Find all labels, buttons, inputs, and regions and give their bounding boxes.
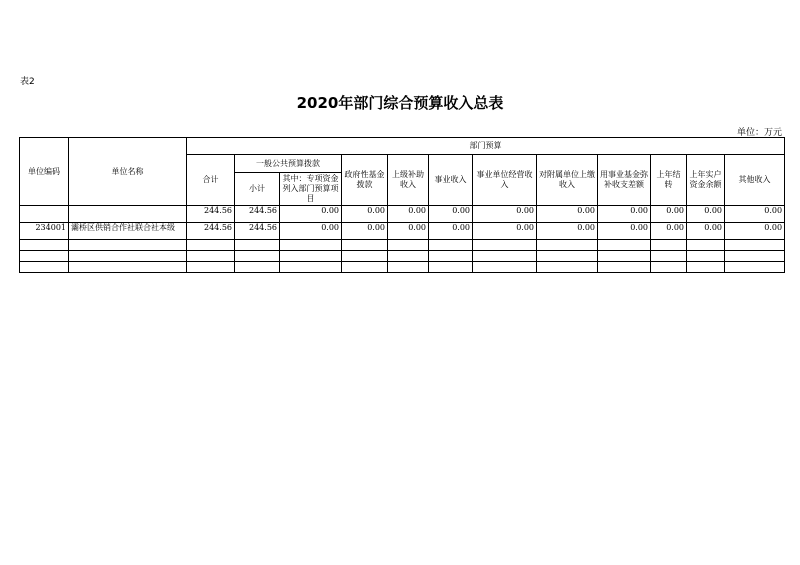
cell-carryover: 0.00: [651, 223, 687, 240]
cell-reserve: 0.00: [598, 206, 651, 223]
table-row-empty: [20, 251, 785, 262]
cell-subordinate: 0.00: [537, 206, 598, 223]
cell-operating: 0.00: [473, 206, 537, 223]
table-row-empty: [20, 240, 785, 251]
cell-operating: 0.00: [473, 223, 537, 240]
cell-other: 0.00: [725, 223, 785, 240]
header-superior-subsidy: 上级补助收入: [388, 155, 429, 206]
cell-total: 244.56: [187, 206, 235, 223]
cell-superior: 0.00: [388, 223, 429, 240]
budget-income-table: [19, 137, 785, 273]
header-unit-code: 单位编码: [20, 138, 69, 206]
header-special-funds: 其中：专项资金列入部门预算项目: [280, 173, 342, 206]
cell-business: 0.00: [429, 206, 473, 223]
cell-gov-fund: 0.00: [342, 223, 388, 240]
page-title: 2020年部门综合预算收入总表: [296, 94, 504, 112]
cell-subtotal: 244.56: [235, 206, 280, 223]
cell-other: 0.00: [725, 206, 785, 223]
cell-subtotal: 244.56: [235, 223, 280, 240]
header-gov-fund: 政府性基金拨款: [342, 155, 388, 206]
cell-business: 0.00: [429, 223, 473, 240]
header-total: 合计: [187, 155, 235, 206]
header-carryover: 上年结转: [651, 155, 687, 206]
header-prev-balance: 上年实户资金余额: [687, 155, 725, 206]
header-dept-budget: 部门预算: [187, 138, 785, 155]
table-row: [20, 206, 785, 223]
cell-name: 灞桥区供销合作社联合社本级: [69, 223, 187, 240]
header-subtotal: 小计: [235, 173, 280, 206]
header-reserve-fund: 用事业基金弥补收支差额: [598, 155, 651, 206]
cell-prev-balance: 0.00: [687, 206, 725, 223]
cell-gov-fund: 0.00: [342, 206, 388, 223]
header-business-income: 事业收入: [429, 155, 473, 206]
cell-name: [69, 206, 187, 223]
cell-code: 234001: [20, 223, 69, 240]
cell-reserve: 0.00: [598, 223, 651, 240]
header-general-public: 一般公共预算拨款: [235, 155, 342, 173]
cell-carryover: 0.00: [651, 206, 687, 223]
header-operating-income: 事业单位经营收入: [473, 155, 537, 206]
cell-total: 244.56: [187, 223, 235, 240]
cell-superior: 0.00: [388, 206, 429, 223]
sheet-label: 表2: [20, 77, 35, 87]
cell-code: [20, 206, 69, 223]
header-other-income: 其他收入: [725, 155, 785, 206]
table-row: [20, 223, 785, 240]
cell-subordinate: 0.00: [537, 223, 598, 240]
cell-prev-balance: 0.00: [687, 223, 725, 240]
unit-label: 单位：万元: [736, 128, 782, 138]
cell-special: 0.00: [280, 223, 342, 240]
header-unit-name: 单位名称: [69, 138, 187, 206]
cell-special: 0.00: [280, 206, 342, 223]
table-row-empty: [20, 262, 785, 273]
header-subordinate-income: 对附属单位上缴收入: [537, 155, 598, 206]
